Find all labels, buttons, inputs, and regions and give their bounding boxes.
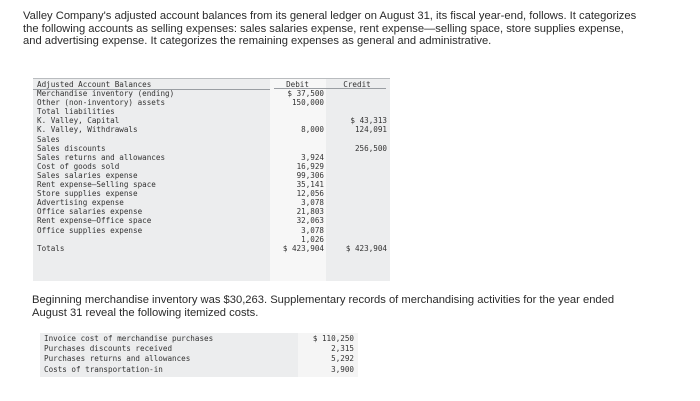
debit-value [271,135,324,144]
problem-intro-text: Valley Company's adjusted account balances from its general ledger on August 31, its fiscal year-end, follows. It categorizes the following accounts as selling expenses: sales salaries expense, rent expense—selling space, store supplies expense, and advertising expense. It categorizes the remaining expenses as general and administrative. [23,10,637,48]
credit-value [327,135,387,144]
credit-header: Credit [343,80,371,89]
debit-value [271,116,324,125]
account-label: Sales [37,134,60,144]
account-label: Store supplies expense [37,189,138,199]
credit-value [327,226,387,235]
credit-value [327,153,387,162]
table-top-rule [33,78,390,79]
account-label [37,235,267,244]
supp-label: Purchases discounts received [44,344,173,354]
account-label: K. Valley, Withdrawals [37,125,138,135]
account-label: Sales discounts [37,143,106,153]
supp-label-column [44,334,213,375]
account-label: Sales salaries expense [37,170,138,180]
credit-total: $ 423,904 [345,243,387,253]
debit-column [271,80,324,253]
credit-value [327,89,387,98]
credit-column [327,80,387,253]
debit-value: 1,026 [301,234,324,244]
credit-value [327,107,387,116]
debit-value: 150,000 [291,98,324,108]
beginning-inventory-text: Beginning merchandise inventory was $30,263. Supplementary records of merchandising activities for the year ended August 31 reveal the following itemized costs. [32,294,615,319]
account-label: Total liabilities [37,107,115,117]
account-label: Cost of goods sold [37,161,120,171]
supp-label: Invoice cost of merchandise purchases [44,334,214,343]
debit-value: 3,924 [301,152,324,162]
debit-value: 16,929 [296,161,324,171]
supp-label: Costs of transportation-in [44,364,163,374]
debit-value [271,107,324,116]
account-label: Merchandise inventory (ending) [37,89,175,99]
debit-value: 32,063 [296,216,324,226]
debit-total: $ 423,904 [282,243,324,253]
account-label: K. Valley, Capital [37,116,120,126]
account-label: Sales returns and allowances [37,152,166,162]
credit-value [327,216,387,225]
adjusted-balances-table [33,78,390,281]
account-label: Rent expense—Selling space [37,180,156,190]
credit-value [327,207,387,216]
credit-value [327,189,387,198]
supp-value-column [298,334,354,375]
credit-value [327,235,387,244]
credit-value [327,198,387,207]
table-header-label: Adjusted Account Balances [37,80,152,89]
credit-value: 256,500 [354,143,387,153]
debit-value: 12,056 [296,189,324,199]
debit-value: 99,306 [296,170,324,180]
account-label: Office supplies expense [37,225,143,235]
account-label: Other (non-inventory) assets [37,98,166,108]
debit-value: $ 37,500 [287,89,324,99]
account-label-column [37,80,267,253]
debit-header: Debit [286,80,309,89]
credit-value: $ 43,313 [350,116,387,126]
supp-label: Purchases returns and allowances [44,354,191,364]
supp-value: 2,315 [331,344,354,354]
debit-value: 8,000 [301,125,324,135]
supp-value: 5,292 [331,354,354,364]
debit-value: 3,078 [301,225,324,235]
credit-value [327,98,387,107]
account-label: Office salaries expense [37,207,143,217]
totals-label: Totals [37,243,65,253]
credit-value [327,162,387,171]
debit-value: 3,078 [301,198,324,208]
credit-value [327,180,387,189]
supp-value: 3,900 [331,364,354,374]
account-label: Rent expense—Office space [37,216,152,226]
debit-value: 35,141 [296,180,324,190]
credit-value [327,171,387,180]
supplementary-costs-table [40,333,358,377]
debit-value [271,144,324,153]
credit-value: 124,091 [354,125,387,135]
supp-value: $ 110,250 [312,334,354,343]
debit-value: 21,803 [296,207,324,217]
account-label: Advertising expense [37,198,124,208]
